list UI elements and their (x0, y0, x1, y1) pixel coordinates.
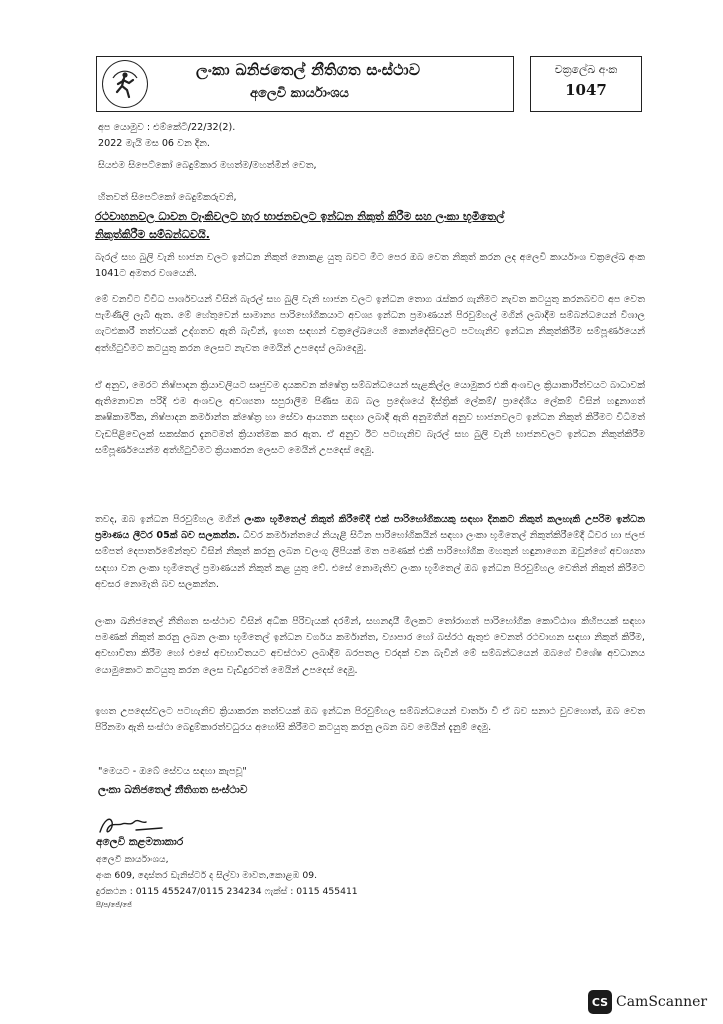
greeting-line: හිතවත් සිපෙට්කෝ බෙදුම්කරුවනි, (98, 192, 237, 203)
date-line: 2022 මැයි මස 06 වන දින. (98, 138, 210, 149)
paragraph-5: ලංකා ඛනිජතෙල් නීතිගත සංස්ථාව විසින් අධික පිරිවැයක් දරමින්, සහනදායී මිලකට තෝරාගත් පාරිභෝගික කොට්ඨාශ කිහිපයක් සඳහා පමණක් නිකුත් කරනු ලබන ලංකා භූමිතෙල් ඉන්ධන වර්ගය කර්මාන්ත, ව්‍යාපාර හෝ බස්රථ ඇතුළු වෙනත් රථවාහන සඳහා නිකුත් කිරීම, අවභාවිතා කිරීම හෝ එසේ අවභාවිතයට අවස්ථාව ලබාදීම බරපතල වරදක් වන බැවින් මේ සම්බන්ධයෙන් ඔබගේ විශේෂ අවධානය යොමුකොට කටයුතු කරන ලෙස වැඩිදුරටත් මෙයින් උපදෙස් දෙමු. (95, 616, 645, 676)
paragraph-4 (95, 512, 645, 593)
subject-heading (95, 208, 645, 244)
subject-line-1: රථවාහනවල ධාවන ටැංකිවලට හැර භාජනවලට ඉන්ධන නිකුත් කිරීම සහ ලංකා භූමිතෙල් (95, 210, 505, 223)
circular-label: චක්‍රලේඛ අංක (554, 63, 618, 76)
circular-number-box (530, 56, 642, 112)
reference-line: අප යොමුව : එම්කේටී/22/32(2). (98, 122, 236, 133)
paragraph-4-rest: ධීවර කර්මාන්තයේ නියැළී සිටින පාරිභෝගිකයින් සඳහා ලංකා භූමිතෙල් නිකුත්කිරීමේදී ධීවර හා ජලජ සම්පත් දෙපාර්තමේන්තුව විසින් නිකුත් කරනු ලබන වලංගු ලිපියක් මත පමණක් එකී පාරිභෝගික මහතුන් හඳුනාගෙන ඔවුන්ගේ අවශ්‍යතා සඳහා වන ලංකා භූමිතෙල් ප්‍රමාණයන් නිකුත් කළ යුතු වේ. එසේ නොමැතිව ලංකා භූමිතෙල් ඔබ ඉන්ධන පිරවුම්හල වෙතින් නිකුත් කිරීමට අවසර නොමැති බව සලකන්න. (95, 530, 645, 590)
addressee-line: සියළුම සිපෙට්කෝ බෙදුම්කාර මහත්ම/මහත්මීන් වෙත, (98, 160, 317, 171)
phone-line: දුරකථන : 0115 455247/0115 234234 ෆැක්ස් : 0115 455411 (96, 886, 358, 897)
closing-org: ලංකා ඛනිජතෙල් නීතිගත සංස්ථාව (98, 784, 248, 796)
dept-line: අලෙවි කාර්යාංශය, (96, 854, 169, 865)
paragraph-3: ඒ අනුව, මෙරට නිෂ්පාදන ක්‍රියාවලියට සෘජුවම දායකවන ක්ෂේත්‍ර සම්බන්ධයෙන් සැළකිල්ල යොමුකර එකී අංශවල ක්‍රියාකාරීත්වයට බාධාවක් ඇතිනොවන පරිදි එම අංශවල අවශ්‍යතා සපුරාලීම පිණිස ඔබ බල ප්‍රදේශයේ දිස්ත්‍රික් ලේකම්/ ප්‍රාදේශීය ලේකම් විසින් හඳුනාගත් කෘෂිකාර්මික, නිෂ්පාදන කර්මාන්ත ක්ෂේත්‍ර හා සේවා ආයතන සඳහා ලබාදී ඇති අනුමතීන් අනුව භාජනවලට ඉන්ධන නිකුත් කිරීමට විධිමත් වැඩපිළිවෙලක් සකස්කර දැනටමත් ක්‍රියාත්මක කර ඇත. ඒ අනුව ඊට පටහැනිව බැරල් සහ බුලි වැනි භාජනවලට ඉන්ධන නිකුත්කිරීම සම්පූර්ණයෙන්ම අත්හිටුවීමට ක්‍රියාකරන ලෙසට මෙයින් උපදෙස් දෙමු. (95, 380, 645, 456)
paragraph-2: මේ වනවිට විවිධ පාර්ශවයන් විසින් බැරල් සහ බුලි වැනි භාජන වලට ඉන්ධන තොග රැස්කර ගැනීමට නැවත කටයුතු කරනබවට අප වෙත පැමිණිලි ලැබී ඇත. මේ හේතුවෙන් සාමාන්‍ය පාරිභෝගිකයාට අවශ්‍ය ඉන්ධන ප්‍රමාණයන් පිරවුම්හල් මගින් ලබාදීම සම්බන්ධයෙන් විශාල ගැටළුකාරී තත්වයක් උද්ගතව ඇති බැවින්, ඉහත සඳහන් චක්‍රලේඛයෙහි කොන්දේසිවලට පටහැනිව ඉන්ධන නිකුත්කිරීම සම්පූර්ණයෙන් අත්හිටුවීමට කටයුතු කරන ලෙසට නැවත මෙයින් උපදෙස් ලබාදෙමු. (95, 294, 645, 354)
paragraph-6: ඉහත උපදෙස්වලට පටහැනිව ක්‍රියාකරන තත්වයක් ඔබ ඉන්ධන පිරවුම්හල සම්බන්ධයෙන් වාර්තා වී ඒ බව සනාථ වුවහොත්, ඔබ වෙත පිරිනමා ඇති සංස්ථා බෙදුම්කාරත්වධුරය අහෝසි කිරීමට කටයුතු කරනු ලබන බව මෙයින් දැනුම් දෙමු. (95, 706, 645, 734)
initials-line: සී/ප/ජේ/ජේ (96, 901, 132, 909)
paragraph-4-emphasis: ලංකා භූමිතෙල් නිකුත් කිරීමේදී එක් පාරිභෝගිකයකු සඳහා දිනකට නිකුත් කලහැකි උපරිම ඉන්ධන ප්‍රමාණය ලීටර 05ක් බව සලකන්න. (95, 514, 645, 542)
cpc-logo (102, 60, 148, 108)
subject-line-2: නිකුත්කිරීම සම්බන්ධවයි. (95, 228, 210, 241)
org-name: ලංකා ඛනිජතෙල් නීතිගත සංස්ථාව (196, 61, 421, 79)
circular-number: 1047 (565, 81, 607, 99)
runner-logo-icon (105, 64, 145, 104)
paragraph-4-intro: තවද, ඔබ ඉන්ධන පිරවුම්හල මගින් (95, 514, 245, 525)
signatory-title: අලෙවි කළමනාකාර (96, 836, 184, 848)
division-name: අලෙවි කාර්යාංශය (250, 86, 349, 101)
closing-service: "මෙයට - ඔබේ සේවය සඳහා කැපවූ" (98, 766, 247, 777)
paragraph-1: බැරල් සහ බුලි වැනි භාජන වලට ඉන්ධන නිකුත් නොකළ යුතු බවට මීට පෙර ඔබ වෙත නිකුත් කරන ලද අලෙවි කාර්යාංශ චක්‍රලේඛ අංක 1041ට අමතර වශයෙනි. (95, 252, 645, 280)
camscanner-label: CamScanner (616, 994, 708, 1010)
camscanner-watermark (588, 990, 707, 1014)
address-line: අංක 609, දොස්තර ඩැනිස්ටර් ද සිල්වා මාවත,කොළඹ 09. (96, 870, 318, 881)
camscanner-icon: CS (588, 990, 612, 1014)
